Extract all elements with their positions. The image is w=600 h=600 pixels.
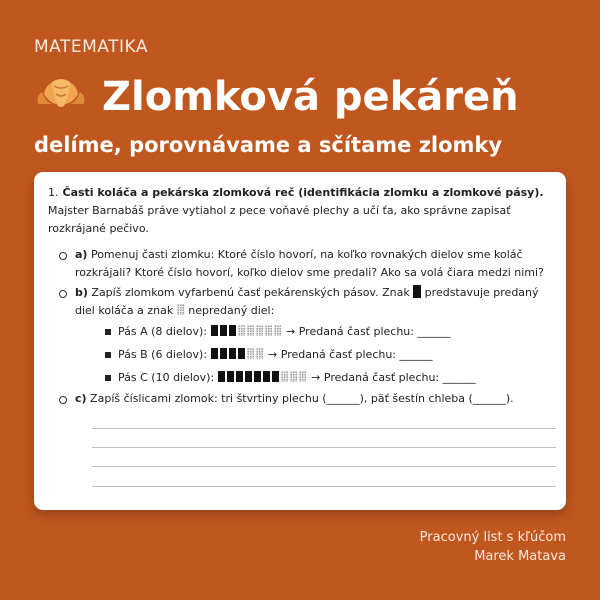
sold-piece-icon xyxy=(413,285,421,298)
answer-line[interactable] xyxy=(92,466,556,467)
unsold-piece xyxy=(274,325,281,336)
answer-line[interactable] xyxy=(92,486,556,487)
sold-piece xyxy=(218,371,225,382)
sold-piece xyxy=(238,348,245,359)
square-bullet-icon xyxy=(105,329,111,335)
sold-piece xyxy=(245,371,252,382)
square-bullet-icon xyxy=(105,375,111,381)
sold-piece xyxy=(220,325,227,336)
subtask-b-text-3: nepredaný diel: xyxy=(184,304,275,317)
unsold-piece xyxy=(247,325,254,336)
sold-piece xyxy=(272,371,279,382)
square-bullet-icon xyxy=(105,352,111,358)
unsold-piece xyxy=(290,371,297,382)
task-number: 1. xyxy=(48,186,59,199)
unsold-piece xyxy=(247,348,254,359)
strip-label: Pás C (10 dielov): xyxy=(118,371,215,384)
title-row xyxy=(34,74,519,120)
subtask-b-label: b) xyxy=(75,286,88,299)
subtask-b xyxy=(75,284,545,320)
footer-author: Marek Matava xyxy=(474,549,566,564)
strip-label: Pás B (6 dielov): xyxy=(118,348,208,361)
croissant-icon xyxy=(34,74,88,120)
footer-worksheet-label: Pracovný list s kľúčom xyxy=(419,530,566,545)
fraction-strip xyxy=(218,370,308,388)
subtask-c-text: Zapíš číslicami zlomok: tri štvrtiny plechu (______), päť šestín chleba (______). xyxy=(86,392,514,405)
unsold-piece xyxy=(238,325,245,336)
sold-piece xyxy=(229,325,236,336)
bullet-icon xyxy=(59,396,67,404)
page-subtitle: delíme, porovnávame a sčítame zlomky xyxy=(34,133,503,157)
unsold-piece xyxy=(281,371,288,382)
bullet-icon xyxy=(59,252,67,260)
strip-item-c xyxy=(118,369,476,388)
sold-piece xyxy=(211,325,218,336)
sold-piece xyxy=(227,371,234,382)
fraction-strip xyxy=(211,324,283,342)
subtask-b-text-1: Zapíš zlomkom vyfarbenú časť pekárenských pásov. Znak xyxy=(87,286,414,299)
fraction-strip xyxy=(211,347,265,365)
footer xyxy=(420,528,566,566)
unsold-piece xyxy=(265,325,272,336)
subtask-c xyxy=(75,390,545,408)
sold-piece xyxy=(211,348,218,359)
subtask-a-text: Pomenuj časti zlomku: Ktoré číslo hovorí, na koľko rovnakých dielov sme koláč rozkrájali? Ktoré číslo hovorí, koľko dielov sme predali? Ako sa volá čiara medzi nimi? xyxy=(75,248,544,279)
answer-line[interactable] xyxy=(92,428,556,429)
sold-piece xyxy=(263,371,270,382)
subtask-b-text-2: predstavuje predaný diel koláča a znak xyxy=(75,286,539,317)
unsold-piece-icon xyxy=(177,304,185,315)
unsold-piece xyxy=(256,348,263,359)
page-title: Zlomková pekáreň xyxy=(102,74,519,120)
unsold-piece xyxy=(256,325,263,336)
subtask-a-label: a) xyxy=(75,248,88,261)
sold-piece xyxy=(254,371,261,382)
task-title: Časti koláča a pekárska zlomková reč (identifikácia zlomku a zlomkové pásy). xyxy=(62,186,544,199)
worksheet-card xyxy=(34,172,566,510)
sold-piece xyxy=(236,371,243,382)
strip-label: Pás A (8 dielov): xyxy=(118,325,208,338)
sold-piece xyxy=(220,348,227,359)
sold-piece xyxy=(229,348,236,359)
subtask-c-label: c) xyxy=(75,392,87,405)
task-intro: Majster Barnabáš práve vytiahol z pece voňavé plechy a učí ťa, ako správne zapisať rozkrájané pečivo. xyxy=(48,204,511,235)
subtask-a xyxy=(75,246,545,282)
subject-label: MATEMATIKA xyxy=(34,37,148,57)
bullet-icon xyxy=(59,290,67,298)
strip-answer: → Predaná časť plechu: ______ xyxy=(268,348,433,361)
strip-item-b xyxy=(118,346,433,365)
answer-line[interactable] xyxy=(92,447,556,448)
task-1 xyxy=(48,184,548,238)
unsold-piece xyxy=(299,371,306,382)
strip-item-a xyxy=(118,323,450,342)
strip-answer: → Predaná časť plechu: ______ xyxy=(311,371,476,384)
strip-answer: → Predaná časť plechu: ______ xyxy=(286,325,451,338)
